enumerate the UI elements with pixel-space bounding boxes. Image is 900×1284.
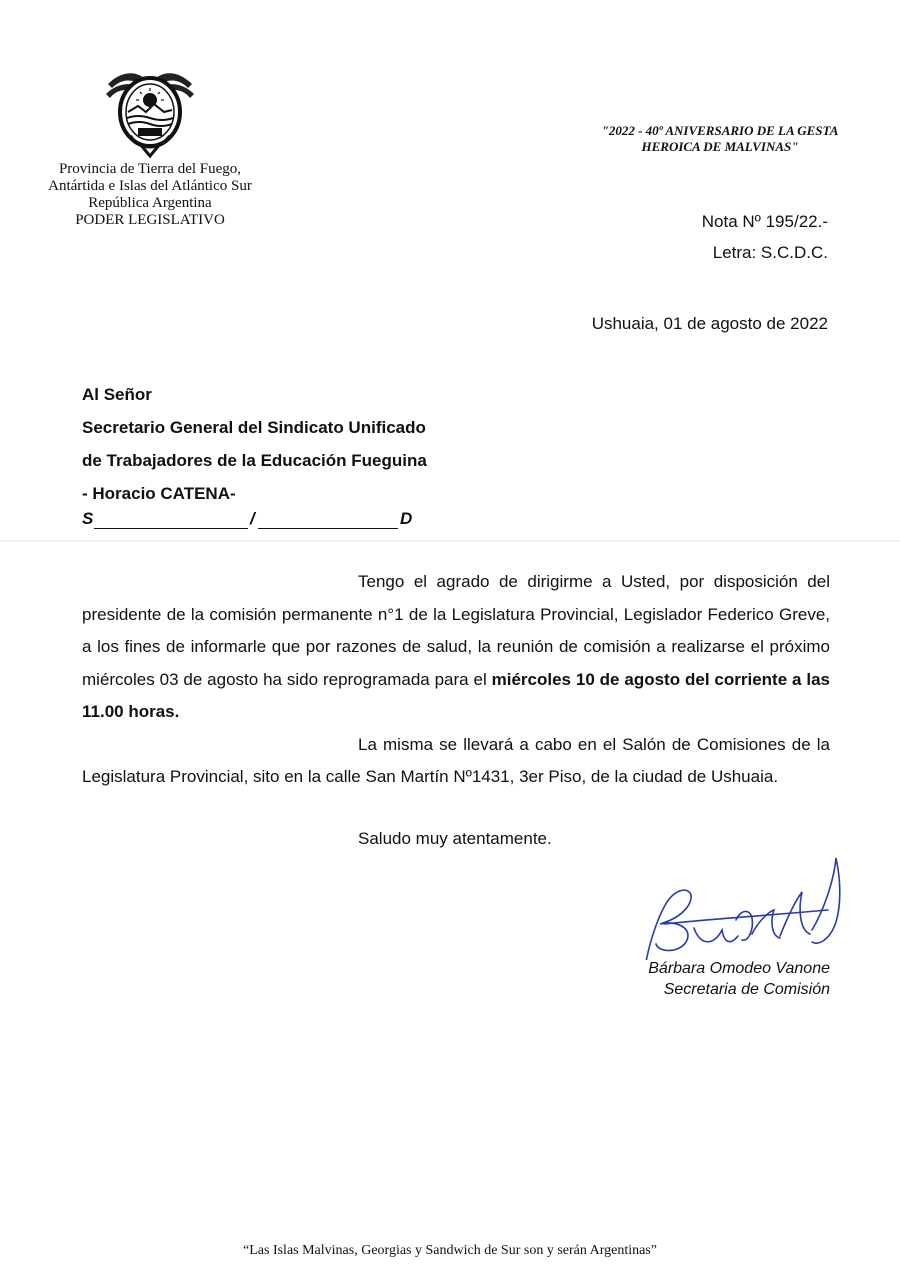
org-line: República Argentina [88, 195, 212, 211]
note-reference [702, 206, 828, 268]
signatory-name: Bárbara Omodeo Vanone [648, 960, 830, 977]
org-line: PODER LEGISLATIVO [75, 212, 225, 228]
note-number: Nota Nº 195/22.- [701, 212, 828, 231]
recipient-block [82, 378, 427, 510]
document-date: Ushuaia, 01 de agosto de 2022 [591, 314, 828, 333]
scan-artifact [0, 540, 900, 542]
recipient-line: de Trabajadores de la Educación Fueguina [82, 451, 427, 470]
motto-line: HEROICA DE MALVINAS" [641, 139, 799, 154]
motto-line: "2022 - 40º ANIVERSARIO DE LA GESTA [601, 123, 839, 138]
letter-code: Letra: S.C.D.C. [712, 243, 828, 262]
footer-motto: “Las Islas Malvinas, Georgias y Sandwich de Sur son y serán Argentinas” [243, 1243, 657, 1258]
su-despacho-line [82, 509, 422, 533]
province-crest-icon [100, 66, 200, 162]
sd-underline-right [258, 528, 398, 529]
sd-underline-left [94, 528, 248, 529]
signatory-block [648, 958, 830, 1000]
sd-d: D [400, 509, 413, 528]
handwritten-signature [630, 850, 860, 960]
recipient-line: Al Señor [82, 385, 152, 404]
org-line: Provincia de Tierra del Fuego, [58, 161, 242, 177]
letter-body [82, 566, 830, 794]
paragraph-1-text: Tengo el agrado de dirigirme a Usted, por disposición del presidente de la comisión permanente n°1 de la Legislatura Provincial, Legislador Federico Greve, a los fines de informarle que por razones de salud, la reunión de comisión a realizarse el próximo miércoles 03 de agosto ha sido reprogramada para el [82, 572, 830, 689]
recipient-line: - Horacio CATENA- [82, 484, 236, 503]
issuing-organization [30, 161, 270, 229]
org-line: Antártida e Islas del Atlántico Sur [48, 178, 252, 194]
sd-s: S [82, 509, 94, 528]
closing-salutation: Saludo muy atentamente. [358, 829, 552, 848]
body-paragraph-1 [82, 566, 830, 729]
recipient-line: Secretario General del Sindicato Unificado [82, 418, 426, 437]
paragraph-1-emphasis: miércoles 10 de agosto del corriente a las 11.00 horas. [82, 669, 831, 721]
anniversary-motto [540, 123, 900, 155]
body-paragraph-2: La misma se llevará a cabo en el Salón de Comisiones de la Legislatura Provincial, sito en la calle San Martín Nº1431, 3er Piso, de la ciudad de Ushuaia. [82, 734, 830, 786]
sd-slash: / [250, 509, 255, 528]
signatory-title: Secretaria de Comisión [663, 981, 830, 998]
